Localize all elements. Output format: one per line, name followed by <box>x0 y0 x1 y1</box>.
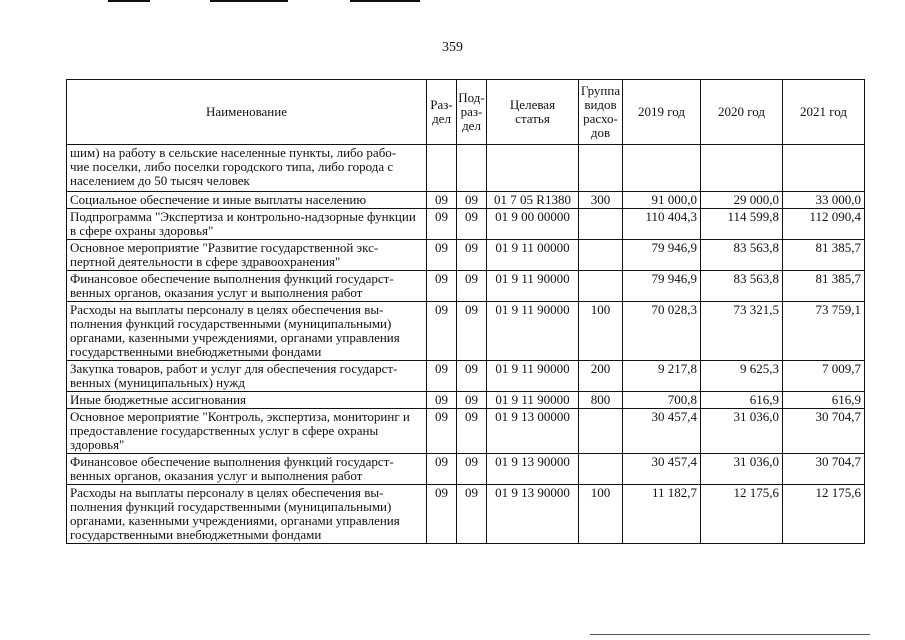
row-target: 01 9 11 90000 <box>487 361 579 392</box>
column-header-name: Наименование <box>67 80 427 145</box>
row-name: Социальное обеспечение и иные выплаты населению <box>67 192 427 209</box>
row-razdel: 09 <box>427 240 457 271</box>
row-group <box>579 454 623 485</box>
row-name: Расходы на выплаты персоналу в целях обеспечения вы-полнения функций государственными (муниципальными) органами, казенными учреждениями, органами управления государственными внебюджетными фондами <box>67 485 427 544</box>
row-2021: 30 704,7 <box>783 409 865 454</box>
row-target: 01 9 13 90000 <box>487 454 579 485</box>
row-razdel: 09 <box>427 454 457 485</box>
row-group: 300 <box>579 192 623 209</box>
row-razdel: 09 <box>427 192 457 209</box>
table-row <box>67 361 865 392</box>
row-target: 01 9 11 90000 <box>487 302 579 361</box>
table-row-continuation <box>67 145 865 192</box>
page-number: 359 <box>442 40 463 55</box>
column-header-2021: 2021 год <box>783 80 865 145</box>
row-podrazdel: 09 <box>457 192 487 209</box>
row-podrazdel: 09 <box>457 409 487 454</box>
table-row <box>67 485 865 544</box>
row-2020: 31 036,0 <box>701 409 783 454</box>
row-2021: 81 385,7 <box>783 240 865 271</box>
row-name: Финансовое обеспечение выполнения функций государст-венных органов, оказания услуг и выполнения работ <box>67 454 427 485</box>
row-target: 01 9 11 90000 <box>487 271 579 302</box>
table-row <box>67 409 865 454</box>
row-group <box>579 209 623 240</box>
row-group: 800 <box>579 392 623 409</box>
row-2021: 7 009,7 <box>783 361 865 392</box>
row-2019: 79 946,9 <box>623 271 701 302</box>
row-2020: 114 599,8 <box>701 209 783 240</box>
row-2021: 616,9 <box>783 392 865 409</box>
row-2021: 12 175,6 <box>783 485 865 544</box>
row-razdel: 09 <box>427 392 457 409</box>
table-row <box>67 240 865 271</box>
row-2020 <box>701 145 783 192</box>
row-group <box>579 409 623 454</box>
row-2019: 70 028,3 <box>623 302 701 361</box>
row-2020: 73 321,5 <box>701 302 783 361</box>
row-razdel: 09 <box>427 209 457 240</box>
row-2021: 112 090,4 <box>783 209 865 240</box>
header-rule <box>108 0 150 2</box>
row-2019: 30 457,4 <box>623 454 701 485</box>
row-name: Основное мероприятие "Развитие государственной экс-пертной деятельности в сфере здравоохранения" <box>67 240 427 271</box>
row-razdel <box>427 145 457 192</box>
row-2021: 30 704,7 <box>783 454 865 485</box>
row-razdel: 09 <box>427 485 457 544</box>
row-podrazdel: 09 <box>457 485 487 544</box>
row-razdel: 09 <box>427 271 457 302</box>
table-row <box>67 192 865 209</box>
row-target: 01 9 13 00000 <box>487 409 579 454</box>
budget-table <box>66 79 865 544</box>
row-group <box>579 271 623 302</box>
row-group: 100 <box>579 485 623 544</box>
row-2019: 91 000,0 <box>623 192 701 209</box>
table-row <box>67 271 865 302</box>
row-name: Финансовое обеспечение выполнения функций государст-венных органов, оказания услуг и выполнения работ <box>67 271 427 302</box>
row-2020: 616,9 <box>701 392 783 409</box>
column-header-podrazdel: Под- раз- дел <box>457 80 487 145</box>
row-name: Закупка товаров, работ и услуг для обеспечения государст-венных (муниципальных) нужд <box>67 361 427 392</box>
row-target: 01 9 13 90000 <box>487 485 579 544</box>
table-row <box>67 392 865 409</box>
row-podrazdel: 09 <box>457 361 487 392</box>
table-header-row <box>67 80 865 145</box>
row-2021 <box>783 145 865 192</box>
row-podrazdel: 09 <box>457 454 487 485</box>
column-header-razdel: Раз- дел <box>427 80 457 145</box>
row-target: 01 9 00 00000 <box>487 209 579 240</box>
row-group: 200 <box>579 361 623 392</box>
row-2020: 83 563,8 <box>701 271 783 302</box>
row-target: 01 9 11 90000 <box>487 392 579 409</box>
row-2020: 9 625,3 <box>701 361 783 392</box>
column-header-2019: 2019 год <box>623 80 701 145</box>
row-2019: 30 457,4 <box>623 409 701 454</box>
column-header-target: Целевая статья <box>487 80 579 145</box>
header-rule <box>210 0 288 2</box>
row-2019: 9 217,8 <box>623 361 701 392</box>
row-podrazdel: 09 <box>457 209 487 240</box>
row-group: 100 <box>579 302 623 361</box>
table-row <box>67 454 865 485</box>
row-target: 01 9 11 00000 <box>487 240 579 271</box>
row-2020: 83 563,8 <box>701 240 783 271</box>
header-rule <box>350 0 420 2</box>
table-row <box>67 302 865 361</box>
footer-rule <box>590 634 870 635</box>
row-podrazdel: 09 <box>457 392 487 409</box>
row-name: Подпрограмма "Экспертиза и контрольно-надзорные функции в сфере охраны здоровья" <box>67 209 427 240</box>
row-2021: 33 000,0 <box>783 192 865 209</box>
row-2019: 110 404,3 <box>623 209 701 240</box>
row-name: Основное мероприятие "Контроль, экспертиза, мониторинг и предоставление государственных услуг в сфере охраны здоровья" <box>67 409 427 454</box>
row-razdel: 09 <box>427 302 457 361</box>
row-2021: 73 759,1 <box>783 302 865 361</box>
row-2020: 29 000,0 <box>701 192 783 209</box>
row-podrazdel <box>457 145 487 192</box>
row-2020: 12 175,6 <box>701 485 783 544</box>
row-2019: 79 946,9 <box>623 240 701 271</box>
row-name: Иные бюджетные ассигнования <box>67 392 427 409</box>
row-name: шим) на работу в сельские населенные пункты, либо рабо- чие поселки, либо поселки городского типа, либо города с населением до 50 тысяч человек <box>67 145 427 192</box>
row-group <box>579 145 623 192</box>
row-podrazdel: 09 <box>457 240 487 271</box>
row-2021: 81 385,7 <box>783 271 865 302</box>
row-group <box>579 240 623 271</box>
row-2019 <box>623 145 701 192</box>
row-target: 01 7 05 R1380 <box>487 192 579 209</box>
row-razdel: 09 <box>427 409 457 454</box>
row-podrazdel: 09 <box>457 302 487 361</box>
row-target <box>487 145 579 192</box>
row-razdel: 09 <box>427 361 457 392</box>
row-2019: 700,8 <box>623 392 701 409</box>
row-2019: 11 182,7 <box>623 485 701 544</box>
column-header-2020: 2020 год <box>701 80 783 145</box>
row-2020: 31 036,0 <box>701 454 783 485</box>
table-row <box>67 209 865 240</box>
row-name: Расходы на выплаты персоналу в целях обеспечения вы-полнения функций государственными (муниципальными) органами, казенными учреждениями, органами управления государственными внебюджетными фондами <box>67 302 427 361</box>
column-header-group: Группа видов расхо- дов <box>579 80 623 145</box>
row-podrazdel: 09 <box>457 271 487 302</box>
